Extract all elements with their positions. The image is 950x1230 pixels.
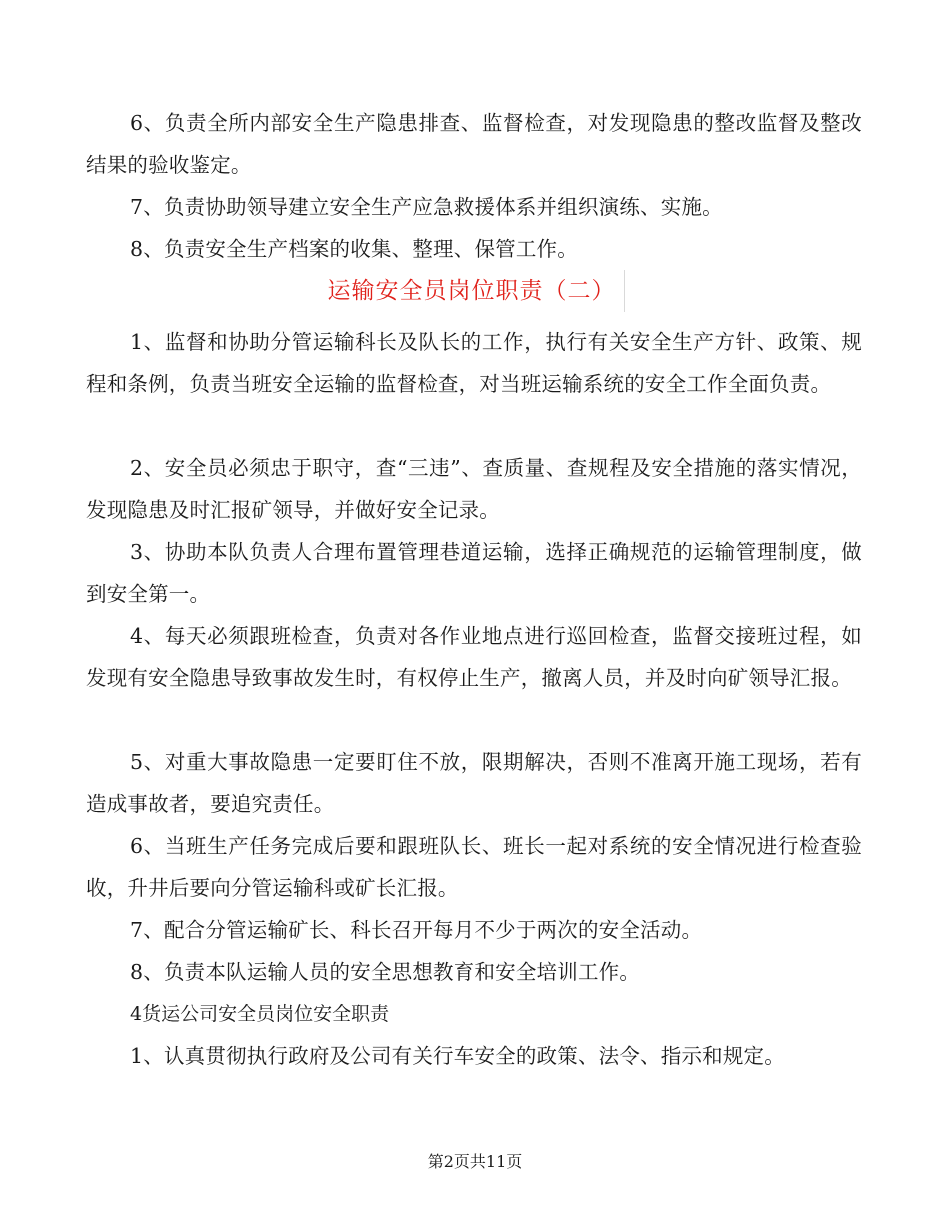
- paragraph-top-6: 6、负责全所内部安全生产隐患排查、监督检查，对发现隐患的整改监督及整改结果的验收鉴定。: [86, 111, 862, 177]
- section-title: 运输安全员岗位职责（二）: [328, 270, 625, 312]
- paragraph-bottom-1: 1、认真贯彻执行政府及公司有关行车安全的政策、法令、指示和规定。: [130, 1044, 785, 1068]
- paragraph-main-7: 7、配合分管运输矿长、科长召开每月不少于两次的安全活动。: [130, 918, 703, 942]
- paragraph-main-4: 4、每天必须跟班检查，负责对各作业地点进行巡回检查，监督交接班过程，如发现有安全隐患导致事故发生时，有权停止生产，撤离人员，并及时向矿领导汇报。: [86, 624, 862, 690]
- page-footer: 第2页共11页: [427, 1152, 523, 1171]
- paragraph-main-5: 5、对重大事故隐患一定要盯住不放，限期解决，否则不准离开施工现场，若有造成事故者，要追究责任。: [86, 750, 862, 816]
- section-title-container: [326, 270, 626, 312]
- paragraph-top-8: 8、负责安全生产档案的收集、整理、保管工作。: [130, 237, 578, 261]
- paragraph-main-3: 3、协助本队负责人合理布置管理巷道运输，选择正确规范的运输管理制度，做到安全第一。: [86, 540, 862, 606]
- paragraph-main-2: 2、安全员必须忠于职守，查“三违”、查质量、查规程及安全措施的落实情况，发现隐患及时汇报矿领导，并做好安全记录。: [86, 456, 862, 522]
- subsection-heading: 4货运公司安全员岗位安全职责: [130, 1003, 390, 1025]
- paragraph-main-1: 1、监督和协助分管运输科长及队长的工作，执行有关安全生产方针、政策、规程和条例，负责当班安全运输的监督检查，对当班运输系统的安全工作全面负责。: [86, 330, 862, 396]
- paragraph-main-6: 6、当班生产任务完成后要和跟班队长、班长一起对系统的安全情况进行检查验收，升井后要向分管运输科或矿长汇报。: [86, 834, 862, 900]
- paragraph-main-8: 8、负责本队运输人员的安全思想教育和安全培训工作。: [130, 960, 641, 984]
- paragraph-top-7: 7、负责协助领导建立安全生产应急救援体系并组织演练、实施。: [130, 195, 723, 219]
